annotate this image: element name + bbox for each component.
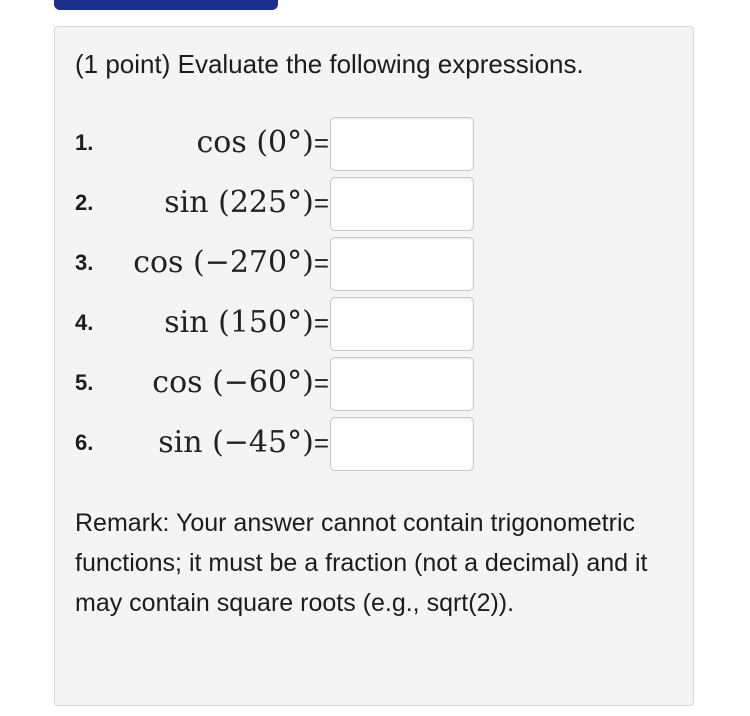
answer-input-5[interactable] <box>330 357 474 411</box>
function-name: cos <box>196 125 247 160</box>
problem-card <box>54 26 694 706</box>
problem-row <box>73 175 493 231</box>
problem-number: 4. <box>75 310 94 335</box>
equals-sign: = <box>313 188 329 218</box>
answer-input-3[interactable] <box>330 237 474 291</box>
problem-row <box>73 235 493 291</box>
function-name: cos <box>152 365 203 400</box>
answer-input-6[interactable] <box>330 417 474 471</box>
function-name: sin <box>158 425 203 460</box>
function-argument: (225°) <box>218 185 314 220</box>
answer-input-2[interactable] <box>330 177 474 231</box>
trig-expression <box>164 295 329 351</box>
problem-row <box>73 415 493 471</box>
problem-number: 1. <box>75 130 94 155</box>
remark-text: Remark: Your answer cannot contain trigonometric functions; it must be a fraction (not a decimal) and it may contain square roots (e.g., sqrt(2)). <box>75 509 648 617</box>
function-argument: (150°) <box>218 305 314 340</box>
problem-number: 3. <box>75 250 94 275</box>
answer-input-1[interactable] <box>330 117 474 171</box>
equals-sign: = <box>313 248 329 278</box>
trig-expression <box>152 355 329 411</box>
function-name: sin <box>164 185 209 220</box>
function-argument: (−60°) <box>212 365 314 400</box>
problem-number: 5. <box>75 370 94 395</box>
function-name: cos <box>133 245 184 280</box>
problem-heading: (1 point) Evaluate the following expressions. <box>75 49 584 79</box>
problem-row <box>73 295 493 351</box>
trig-expression <box>164 175 329 231</box>
problem-number: 6. <box>75 430 94 455</box>
problem-row <box>73 355 493 411</box>
equals-sign: = <box>313 128 329 158</box>
problem-row <box>73 115 493 171</box>
function-name: sin <box>164 305 209 340</box>
problem-number: 2. <box>75 190 94 215</box>
equals-sign: = <box>313 428 329 458</box>
function-argument: (0°) <box>256 125 314 160</box>
trig-expression <box>158 415 329 471</box>
trig-expression <box>133 235 329 291</box>
header-bar <box>54 0 278 10</box>
trig-expression <box>197 115 330 171</box>
equals-sign: = <box>313 368 329 398</box>
answer-input-4[interactable] <box>330 297 474 351</box>
function-argument: (−45°) <box>212 425 314 460</box>
function-argument: (−270°) <box>193 245 314 280</box>
equals-sign: = <box>313 308 329 338</box>
